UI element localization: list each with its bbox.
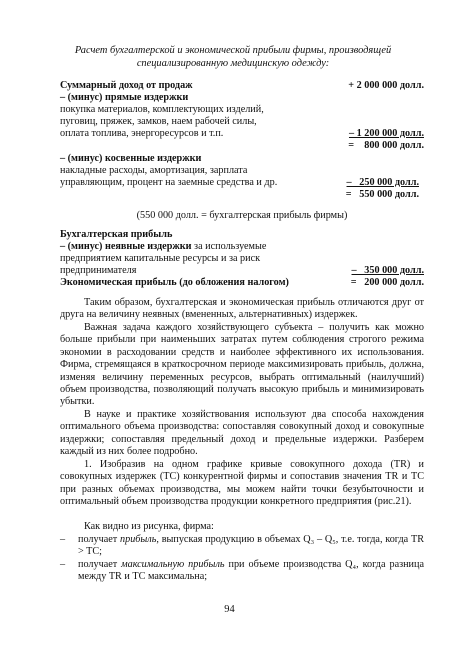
implicit-costs-line	[60, 241, 266, 253]
after-indirect-value: = 550 000 долл.	[345, 189, 419, 200]
paragraph-text: Таким образом, бухгалтерская и экономическая прибыль отличаются друг от друга на величину неявных (вмененных, альтернативных) издержек.	[60, 297, 424, 321]
economic-profit-value: = 200 000 долл.	[350, 277, 424, 288]
list-item-text-part: при объеме производства Q₄, когда разница между TR и TC максимальна;	[78, 559, 424, 583]
list-item-text	[78, 534, 424, 559]
direct-costs-value: – 1 200 000 долл.	[348, 128, 424, 139]
paragraph-text: Как видно из рисунка, фирма:	[84, 521, 214, 532]
implicit-costs-label: – (минус) неявные издержки	[60, 241, 192, 252]
bullet-dash: –	[60, 559, 66, 570]
list-item-emphasis: максимальную прибыль	[121, 559, 225, 570]
after-direct-value: = 800 000 долл.	[348, 140, 424, 151]
indirect-costs-line: управляющим, процент на заемные средства и др.	[60, 177, 278, 188]
paragraph-text: Важная задача каждого хозяйствующего субъекта – получить как можно больше прибыли при наименьших затратах путем соблюдения строгого режима экономии в расходовании средств и наиболее эффективного их использования. Фирма, стремящаяся в краткосрочном периоде максимизировать прибыль, должна, изменяя величину переменных ресурсов, выбрать оптимальный (наилучший) объем производства, позволяющий получать высокую прибыль и минимизировать убытки.	[60, 322, 424, 408]
paragraph-text: 1. Изобразив на одном графике кривые совокупного дохода (TR) и совокупных издержек (TC) конкурентной фирмы и сопоставив значения TR и TC при разных объемах производства, мы можем найти точки безубыточности и оптимальный объем производства продукции конкретного предприятия (рис.21).	[60, 459, 424, 508]
list-item-text-part: , выпуская продукцию в объемах Q₃ – Q₅, т.е. тогда, когда TR > TC;	[78, 534, 424, 558]
paragraph	[60, 459, 424, 509]
list-item-text-part: получает	[78, 534, 120, 545]
implicit-costs-text: за используемые	[191, 241, 267, 252]
list-item-text-part: получает	[78, 559, 122, 570]
paragraph-text: В науке и практике хозяйствования используют два способа нахождения оптимального объема производства: сопоставляя совокупный доход и совокупные издержки; сопоставляя предельный доход и предельные издержки. Разберем каждый из них более подробно.	[60, 409, 424, 458]
paragraph	[60, 322, 424, 409]
direct-costs-label: – (минус) прямые издержки	[60, 92, 189, 103]
indirect-costs-label: – (минус) косвенные издержки	[60, 153, 202, 164]
implicit-costs-value: – 350 000 долл.	[351, 265, 424, 276]
indirect-costs-line: накладные расходы, амортизация, зарплата	[60, 165, 248, 176]
bullet-dash: –	[60, 534, 66, 545]
implicit-costs-line: предпринимателя	[60, 265, 137, 276]
direct-costs-line: оплата топлива, энергоресурсов и т.п.	[60, 128, 224, 139]
page-title: Расчет бухгалтерской и экономической прибыли фирмы, производящей специализированную медицинскую одежду:	[74, 45, 392, 69]
paragraph	[60, 409, 424, 459]
economic-profit-label: Экономическая прибыль (до обложения налогом)	[60, 277, 289, 288]
accounting-profit-note: (550 000 долл. = бухгалтерская прибыль фирмы)	[136, 210, 348, 221]
indirect-costs-value: – 250 000 долл.	[346, 177, 419, 188]
total-revenue-value: + 2 000 000 долл.	[348, 80, 424, 91]
direct-costs-line: покупка материалов, комплектующих изделий,	[60, 104, 264, 115]
list-item-text	[78, 559, 424, 584]
list-item-emphasis: прибыль	[120, 534, 157, 545]
total-revenue-label: Суммарный доход от продаж	[60, 80, 193, 91]
direct-costs-line: пуговиц, пряжек, замков, наем рабочей силы,	[60, 116, 257, 127]
paragraph	[60, 521, 424, 533]
paragraph	[60, 297, 424, 322]
accounting-profit-label: Бухгалтерская прибыль	[60, 229, 173, 240]
page-number: 94	[224, 604, 235, 615]
implicit-costs-line: предприятием капитальные ресурсы и за риск	[60, 253, 261, 264]
